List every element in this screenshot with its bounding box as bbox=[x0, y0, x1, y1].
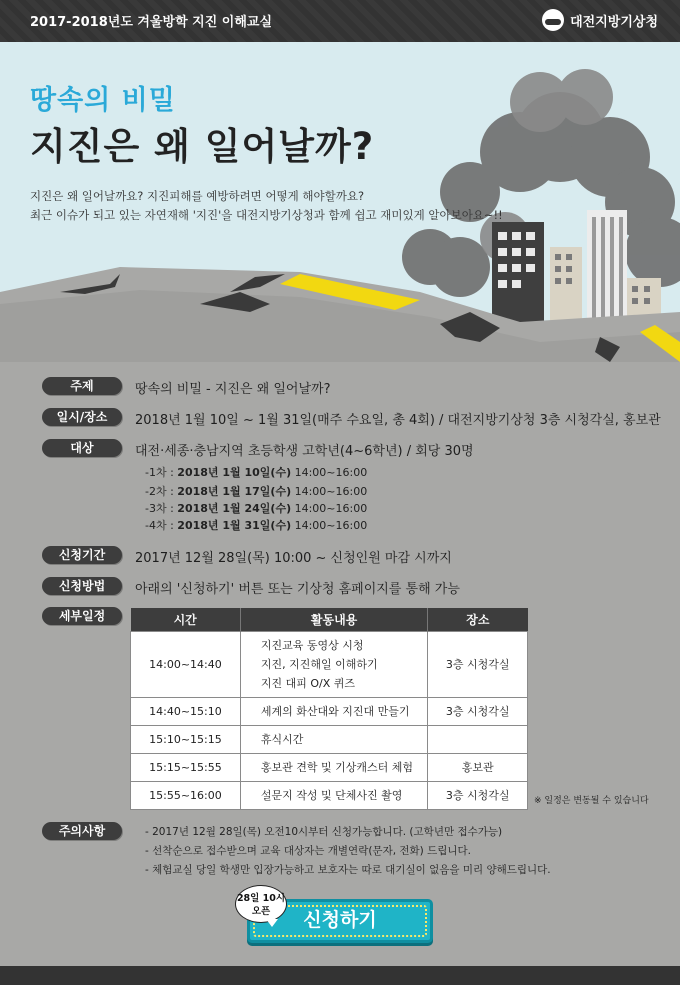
cell-activity: 세계의 화산대와 지진대 만들기 bbox=[240, 697, 427, 725]
open-badge bbox=[235, 885, 287, 923]
apply-section bbox=[235, 885, 435, 945]
cell-activity: 휴식시간 bbox=[240, 725, 427, 753]
cell-time: 15:10~15:15 bbox=[131, 725, 241, 753]
cell-time: 14:40~15:10 bbox=[131, 697, 241, 725]
schedule-table bbox=[130, 608, 528, 810]
hero-subtitle: 땅속의 비밀 bbox=[30, 85, 176, 116]
brand[interactable] bbox=[542, 9, 658, 31]
cell-activity bbox=[240, 631, 427, 697]
session-time: 14:00~16:00 bbox=[291, 485, 368, 498]
table-row bbox=[131, 781, 528, 809]
session-time: 14:00~16:00 bbox=[291, 466, 368, 479]
label-schedule: 세부일정 bbox=[42, 607, 122, 625]
label-period: 신청기간 bbox=[42, 546, 122, 564]
theme-value: 땅속의 비밀 - 지진은 왜 일어날까? bbox=[135, 382, 331, 397]
hero-title: 지진은 왜 일어날까? bbox=[30, 125, 375, 168]
session-prefix: -2차 : bbox=[145, 485, 178, 498]
session-line bbox=[145, 483, 367, 499]
notice-line: - 선착순으로 접수받으며 교육 대상자는 개별연락(문자, 전화) 드립니다. bbox=[145, 845, 472, 857]
table-row bbox=[131, 631, 528, 697]
header-place: 장소 bbox=[428, 608, 528, 631]
session-date: 2018년 1월 24일(수) bbox=[177, 502, 292, 515]
session-date: 2018년 1월 31일(수) bbox=[177, 519, 292, 532]
cell-place: 홍보관 bbox=[428, 753, 528, 781]
notice-list bbox=[145, 823, 551, 880]
activity-line: 지진교육 동영상 시청 bbox=[260, 638, 364, 652]
session-date: 2018년 1월 10일(수) bbox=[177, 466, 292, 479]
label-notice: 주의사항 bbox=[42, 822, 122, 840]
session-prefix: -1차 : bbox=[145, 466, 178, 479]
activity-line: 지진, 지진해일 이해하기 bbox=[260, 657, 378, 671]
schedule-note: ※ 일정은 변동될 수 있습니다 bbox=[534, 796, 649, 806]
session-time: 14:00~16:00 bbox=[291, 502, 368, 515]
badge-line: 28일 10시 bbox=[236, 893, 286, 904]
table-row bbox=[131, 697, 528, 725]
period-value: 2017년 12월 28일(목) 10:00 ~ 신청인원 마감 시까지 bbox=[135, 551, 452, 566]
cell-place bbox=[428, 725, 528, 753]
notice-line: - 2017년 12월 28일(목) 오전10시부터 신청가능합니다. (고학년만 접수가능) bbox=[145, 826, 503, 838]
session-line bbox=[145, 464, 367, 480]
header-time: 시간 bbox=[131, 608, 241, 631]
header-bar bbox=[0, 0, 680, 42]
header-title: 2017-2018년도 겨울방학 지진 이해교실 bbox=[30, 15, 273, 30]
cell-place: 3층 시청각실 bbox=[428, 697, 528, 725]
kma-logo-icon bbox=[542, 9, 564, 31]
cell-place: 3층 시청각실 bbox=[428, 631, 528, 697]
label-target: 대상 bbox=[42, 439, 122, 457]
label-method: 신청방법 bbox=[42, 577, 122, 595]
session-line bbox=[145, 517, 367, 533]
session-line bbox=[145, 500, 367, 516]
cell-time: 15:55~16:00 bbox=[131, 781, 241, 809]
activity-line: 지진 대피 O/X 퀴즈 bbox=[260, 676, 356, 690]
cell-time: 14:00~14:40 bbox=[131, 631, 241, 697]
datetime-value: 2018년 1월 10일 ~ 1월 31일(매주 수요일, 총 4회) / 대전지방기상청 3층 시청각실, 홍보관 bbox=[135, 413, 661, 428]
method-value: 아래의 '신청하기' 버튼 또는 기상청 홈페이지를 통해 가능 bbox=[135, 582, 460, 597]
cell-activity: 설문지 작성 및 단체사진 촬영 bbox=[240, 781, 427, 809]
target-value: 대전·세종·충남지역 초등학생 고학년(4~6학년) / 회당 30명 bbox=[135, 444, 474, 459]
intro-line: 최근 이슈가 되고 있는 자연재해 '지진'을 대전지방기상청과 함께 쉽고 재미있게 알아보아요~!! bbox=[30, 208, 503, 222]
brand-name: 대전지방기상청 bbox=[570, 14, 658, 30]
session-prefix: -3차 : bbox=[145, 502, 178, 515]
cell-time: 15:15~15:55 bbox=[131, 753, 241, 781]
header-activity: 활동내용 bbox=[240, 608, 427, 631]
schedule-header-row bbox=[131, 608, 528, 631]
cell-place: 3층 시청각실 bbox=[428, 781, 528, 809]
session-time: 14:00~16:00 bbox=[291, 519, 368, 532]
table-row bbox=[131, 753, 528, 781]
session-prefix: -4차 : bbox=[145, 519, 178, 532]
cell-activity: 홍보관 견학 및 기상캐스터 체험 bbox=[240, 753, 427, 781]
apply-button-label: 신청하기 bbox=[303, 909, 377, 931]
badge-line: 오픈 bbox=[251, 906, 271, 917]
notice-line: - 체험교실 당일 학생만 입장가능하고 보호자는 따로 대기실이 없음을 미리 양해드립니다. bbox=[145, 864, 551, 876]
intro-line: 지진은 왜 일어날까요? 지진피해를 예방하려면 어떻게 해야할까요? bbox=[30, 189, 365, 203]
table-row bbox=[131, 725, 528, 753]
session-date: 2018년 1월 17일(수) bbox=[177, 485, 292, 498]
label-theme: 주제 bbox=[42, 377, 122, 395]
footer-bar bbox=[0, 966, 680, 985]
label-datetime: 일시/장소 bbox=[42, 408, 122, 426]
intro-text bbox=[30, 187, 503, 225]
